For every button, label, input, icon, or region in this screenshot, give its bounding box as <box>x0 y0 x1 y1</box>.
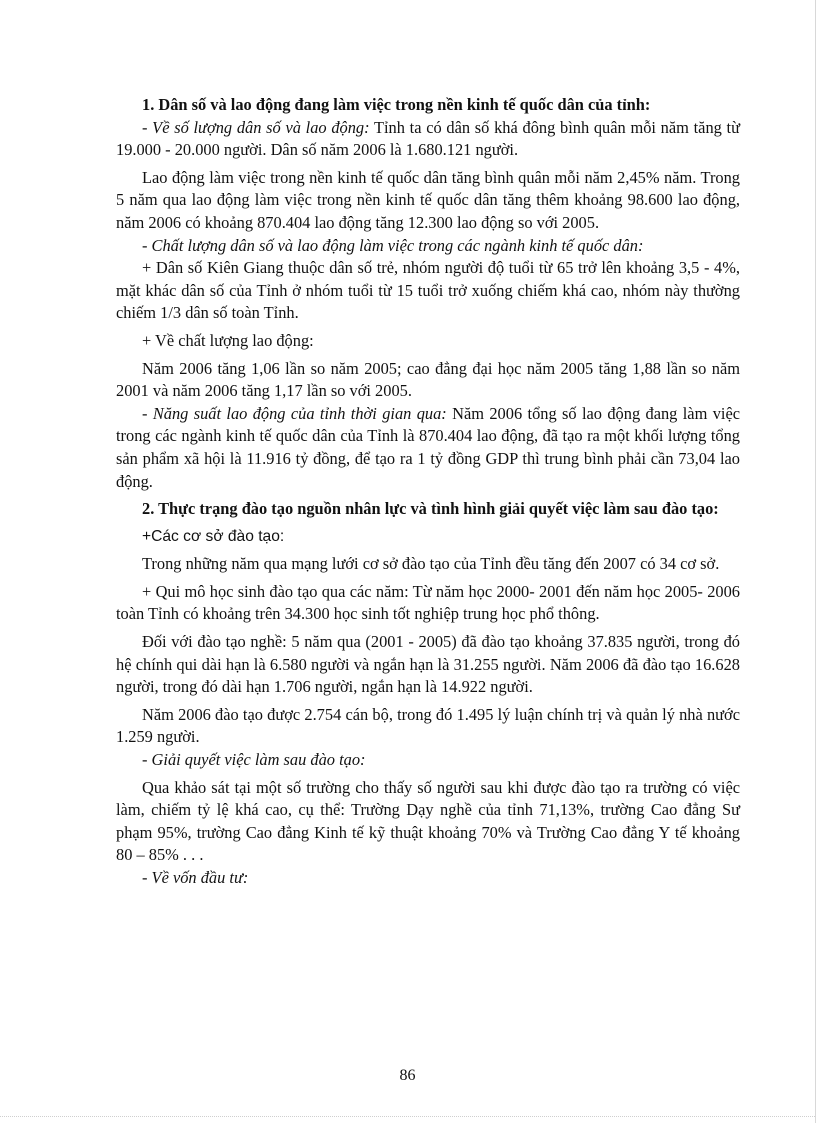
training-facilities-paragraph: Trong những năm qua mạng lưới cơ sở đào tạo của Tỉnh đều tăng đến 2007 có 34 cơ sở. <box>142 554 720 574</box>
labor-quality-subheading: + Về chất lượng lao động: <box>142 330 314 350</box>
young-population-paragraph: + Dân số Kiên Giang thuộc dân số trẻ, nhóm người độ tuổi từ 65 trở lên khoảng 3,5 - 4%, mặt khác dân số của Tỉnh ở nhóm tuổi từ 15 tuổi trở xuống chiếm khá cao, nhóm này thường chiếm 1/3 dân số toàn Tỉnh. <box>116 258 740 323</box>
employment-survey-paragraph: Qua khảo sát tại một số trường cho thấy số người sau khi được đào tạo ra trường có việc làm, chiếm tỷ lệ khá cao, cụ thể: Trường Dạy nghề của tỉnh 71,13%, trường Cao đẳng Sư phạm 95%, trường Cao đẳng Kinh tế kỹ thuật khoảng 70% và Trường Cao đẳng Y tế khoảng 80 – 85% . . . <box>116 777 740 865</box>
productivity-text: Năm 2006 tổng số lao động đang làm việc trong các ngành kinh tế quốc dân của Tỉnh là 870.404 lao động, đã tạo ra một khối lượng tổng sản phẩm xã hội là 11.916 tỷ đồng, để tạo ra 1 tỷ đồng GDP thì trung bình phải cần 73,04 lao động. <box>116 403 740 491</box>
page-bottom-divider <box>0 1116 815 1117</box>
population-labor-label: - Về số lượng dân số và lao động: <box>142 117 370 137</box>
productivity-paragraph <box>116 403 740 493</box>
section-2-heading: 2. Thực trạng đào tạo nguồn nhân lực và tình hình giải quyết việc làm sau đào tạo: <box>142 499 719 519</box>
training-facilities-subheading: +Các cơ sở đào tạo: <box>142 527 285 545</box>
section-1-heading: 1. Dân số và lao động đang làm việc trong nền kinh tế quốc dân của tỉnh: <box>142 95 651 114</box>
population-labor-paragraph <box>116 117 740 162</box>
population-labor-text: Tỉnh ta có dân số khá đông bình quân mỗi năm tăng từ 19.000 - 20.000 người. Dân số năm 2006 là 1.680.121 người. <box>116 117 740 160</box>
student-scale-paragraph: + Qui mô học sinh đào tạo qua các năm: Từ năm học 2000- 2001 đến năm học 2005- 2006 toàn Tỉnh có khoảng trên 34.300 học sinh tốt nghiệp trung học phổ thông. <box>116 581 740 624</box>
employment-after-training-label: - Giải quyết việc làm sau đào tạo: <box>142 750 366 770</box>
vocational-training-paragraph: Đối với đào tạo nghề: 5 năm qua (2001 - 2005) đã đào tạo khoảng 37.835 người, trong đó hệ chính qui dài hạn là 6.580 người và ngắn hạn là 31.255 người. Năm 2006 đã đào tạo 16.628 người, trong đó dài hạn 1.706 người, ngắn hạn là 14.922 người. <box>116 632 740 697</box>
document-body <box>116 94 740 890</box>
page-number: 86 <box>399 1067 416 1084</box>
population-quality-label: - Chất lượng dân số và lao động làm việc trong các ngành kinh tế quốc dân: <box>142 235 644 255</box>
productivity-label: - Năng suất lao động của tỉnh thời gian qua: <box>142 403 447 423</box>
labor-quality-paragraph: Năm 2006 tăng 1,06 lần so năm 2005; cao đẳng đại học năm 2005 tăng 1,88 lần so năm 2001 và năm 2006 tăng 1,17 lần so với 2005. <box>116 358 740 401</box>
investment-capital-label: - Về vốn đầu tư: <box>142 868 249 887</box>
labor-growth-paragraph: Lao động làm việc trong nền kinh tế quốc dân tăng bình quân mỗi năm 2,45% năm. Trong 5 năm qua lao động làm việc trong nền kinh tế quốc dân tăng thêm khoảng 98.600 lao động, năm 2006 có khoảng 870.404 lao động tăng 12.300 lao động so với 2005. <box>116 167 740 232</box>
cadre-training-paragraph: Năm 2006 đào tạo được 2.754 cán bộ, trong đó 1.495 lý luận chính trị và quản lý nhà nước 1.259 người. <box>116 704 740 747</box>
